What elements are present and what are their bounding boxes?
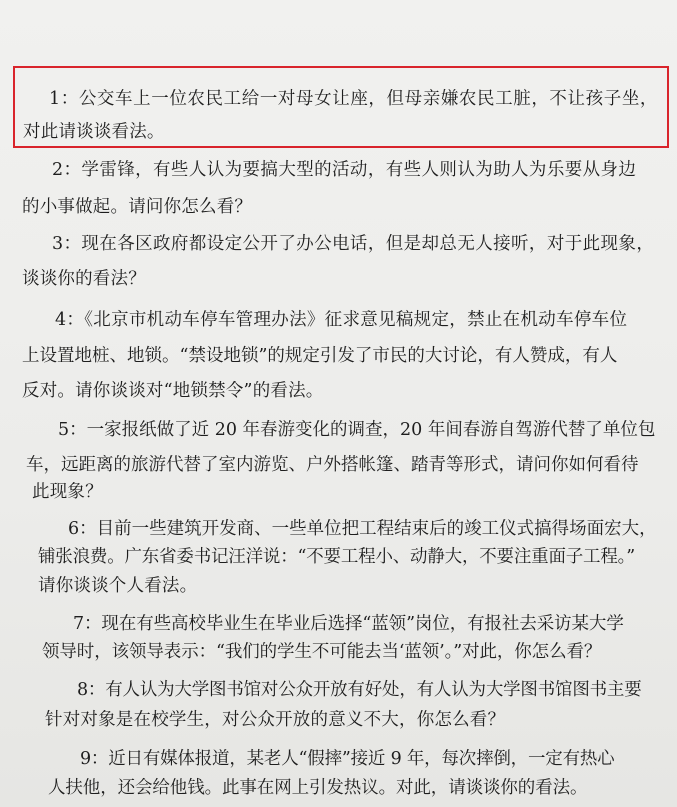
- question-2-line-2: 的小事做起。请问你怎么看？: [22, 197, 253, 217]
- question-8-line-2: 针对对象是在校学生，对公众开放的意义不大，你怎么看？: [45, 710, 506, 730]
- question-5-line-3: 此现象？: [32, 482, 103, 502]
- question-6-line-2: 铺张浪费。广东省委书记汪洋说：“不要工程小、动静大，不要注重面子工程。”: [38, 547, 635, 567]
- question-3-line-1: 3：现在各区政府都设定公开了办公电话，但是却总无人接听，对于此现象，: [52, 234, 655, 254]
- question-4-line-1: 4：《北京市机动车停车管理办法》征求意见稿规定，禁止在机动车停车位: [55, 310, 628, 330]
- question-8-line-1: 8：有人认为大学图书馆对公众开放有好处，有人认为大学图书馆图书主要: [77, 680, 642, 700]
- question-9-line-2: 人扶他，还会给他钱。此事在网上引发热议。对此，请谈谈你的看法。: [48, 778, 588, 798]
- question-6-line-3: 请你谈谈个人看法。: [38, 576, 198, 596]
- question-5-line-2: 车，远距离的旅游代替了室内游览、户外搭帐篷、踏青等形式，请问你如何看待: [26, 455, 639, 475]
- question-1-line-1: 1：公交车上一位农民工给一对母女让座，但母亲嫌农民工脏，不让孩子坐，: [49, 89, 659, 109]
- question-7-line-1: 7：现在有些高校毕业生在毕业后选择“蓝领”岗位，有报社去采访某大学: [73, 614, 624, 634]
- question-3-line-2: 谈谈你的看法？: [22, 269, 146, 289]
- question-2-line-1: 2：学雷锋，有些人认为要搞大型的活动，有些人则认为助人为乐要从身边: [52, 160, 637, 180]
- question-4-line-3: 反对。请你谈谈对“地锁禁令”的看法。: [22, 381, 324, 401]
- question-9-line-1: 9：近日有媒体报道，某老人“假摔”接近 9 年，每次摔倒，一定有热心: [80, 749, 615, 769]
- question-5-line-1: 5：一家报纸做了近 20 年春游变化的调查，20 年间春游自驾游代替了单位包: [58, 420, 656, 440]
- question-6-line-1: 6：目前一些建筑开发商、一些单位把工程结束后的竣工仪式搞得场面宏大，: [68, 519, 657, 539]
- question-1-line-2: 对此请谈谈看法。: [23, 122, 165, 142]
- question-4-line-2: 上设置地桩、地锁。“禁设地锁”的规定引发了市民的大讨论，有人赞成，有人: [22, 346, 618, 366]
- question-7-line-2: 领导时，该领导表示：“我们的学生不可能去当‘蓝领’。”对此，你怎么看？: [42, 642, 602, 662]
